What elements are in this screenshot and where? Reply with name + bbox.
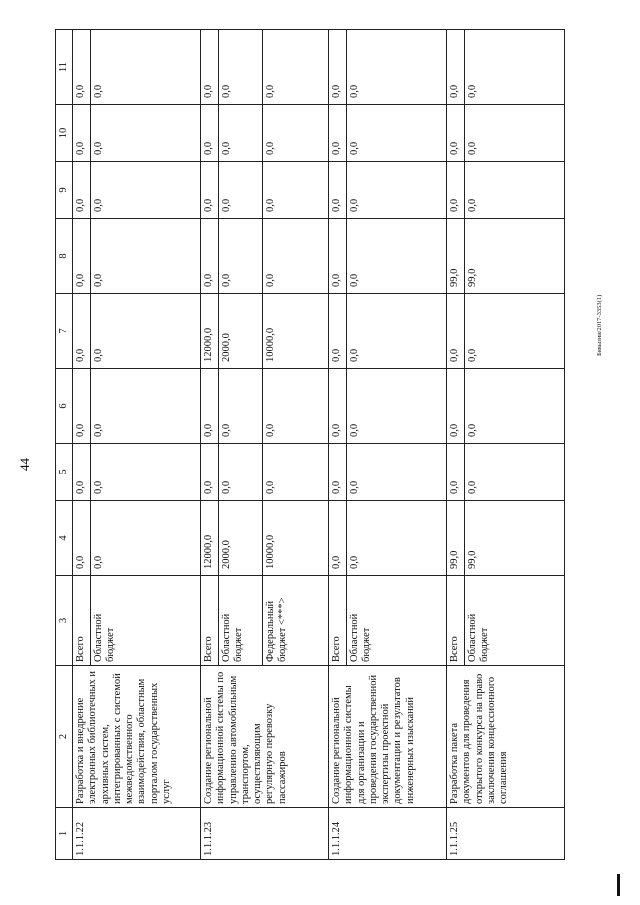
funding-source-label: Областной бюджет <box>347 576 447 666</box>
amount-cell: 12000,0 <box>201 501 219 576</box>
amount-cell: 0,0 <box>347 30 447 105</box>
amount-cell: 12000,0 <box>201 294 219 369</box>
amount-cell: 0,0 <box>329 162 347 219</box>
amount-cell: 0,0 <box>465 444 565 501</box>
amount-cell: 99,0 <box>447 501 465 576</box>
amount-cell: 0,0 <box>465 30 565 105</box>
column-number-header: 8 <box>56 219 73 294</box>
amount-cell: 0,0 <box>73 30 91 105</box>
amount-cell: 0,0 <box>329 369 347 444</box>
table-body <box>73 30 565 860</box>
row-description: Создание региональной информационной системы по управлению автомобильным транспортом, осуществляющим регулярную перевозку пассажиров <box>201 666 329 808</box>
amount-cell: 0,0 <box>73 105 91 162</box>
rotated-table-container <box>55 30 570 860</box>
amount-cell: 0,0 <box>73 219 91 294</box>
amount-cell: 0,0 <box>347 369 447 444</box>
table-header-row <box>56 30 73 860</box>
amount-cell: 0,0 <box>219 444 263 501</box>
amount-cell: 10000,0 <box>263 294 329 369</box>
table-row <box>329 30 347 860</box>
amount-cell: 0,0 <box>329 219 347 294</box>
amount-cell: 0,0 <box>347 105 447 162</box>
amount-cell: 10000,0 <box>263 501 329 576</box>
table-row <box>201 30 219 860</box>
amount-cell: 0,0 <box>201 105 219 162</box>
amount-cell: 0,0 <box>219 30 263 105</box>
amount-cell: 0,0 <box>201 219 219 294</box>
amount-cell: 0,0 <box>329 501 347 576</box>
amount-cell: 0,0 <box>447 444 465 501</box>
funding-source-label: Областной бюджет <box>91 576 201 666</box>
row-code: 1.1.1.24 <box>329 808 447 860</box>
amount-cell: 0,0 <box>347 444 447 501</box>
amount-cell: 0,0 <box>91 444 201 501</box>
amount-cell: 0,0 <box>465 369 565 444</box>
amount-cell: 0,0 <box>447 30 465 105</box>
table-row <box>73 30 91 860</box>
amount-cell: 0,0 <box>465 294 565 369</box>
amount-cell: 0,0 <box>347 294 447 369</box>
amount-cell: 0,0 <box>263 369 329 444</box>
funding-source-label: Всего <box>201 576 219 666</box>
amount-cell: 0,0 <box>201 369 219 444</box>
row-description: Создание региональной информационной системы для организации и проведения государственной экспертизы проектной документации и результатов инженерных изысканий <box>329 666 447 808</box>
amount-cell: 99,0 <box>465 219 565 294</box>
page-number: 44 <box>17 458 32 471</box>
amount-cell: 0,0 <box>447 369 465 444</box>
amount-cell: 0,0 <box>91 501 201 576</box>
amount-cell: 0,0 <box>263 105 329 162</box>
amount-cell: 0,0 <box>329 444 347 501</box>
column-number-header: 11 <box>56 30 73 105</box>
amount-cell: 0,0 <box>91 162 201 219</box>
row-code: 1.1.1.23 <box>201 808 329 860</box>
funding-source-label: Областной бюджет <box>465 576 565 666</box>
amount-cell: 0,0 <box>347 501 447 576</box>
row-code: 1.1.1.22 <box>73 808 201 860</box>
amount-cell: 0,0 <box>91 30 201 105</box>
budget-table <box>55 29 565 860</box>
column-number-header: 6 <box>56 369 73 444</box>
amount-cell: 2000,0 <box>219 501 263 576</box>
amount-cell: 0,0 <box>465 162 565 219</box>
amount-cell: 0,0 <box>73 162 91 219</box>
row-code: 1.1.1.25 <box>447 808 565 860</box>
amount-cell: 0,0 <box>263 162 329 219</box>
amount-cell: 0,0 <box>263 219 329 294</box>
amount-cell: 0,0 <box>329 294 347 369</box>
page-edge-mark <box>617 874 620 896</box>
column-number-header: 3 <box>56 576 73 666</box>
amount-cell: 0,0 <box>201 162 219 219</box>
amount-cell: 0,0 <box>329 30 347 105</box>
amount-cell: 0,0 <box>219 105 263 162</box>
amount-cell: 99,0 <box>465 501 565 576</box>
column-number-header: 5 <box>56 444 73 501</box>
column-number-header: 2 <box>56 666 73 808</box>
amount-cell: 0,0 <box>347 162 447 219</box>
amount-cell: 0,0 <box>201 444 219 501</box>
column-number-header: 9 <box>56 162 73 219</box>
amount-cell: 0,0 <box>91 105 201 162</box>
funding-source-label: Всего <box>73 576 91 666</box>
column-number-header: 1 <box>56 808 73 860</box>
amount-cell: 0,0 <box>263 30 329 105</box>
amount-cell: 0,0 <box>73 369 91 444</box>
amount-cell: 0,0 <box>91 219 201 294</box>
row-description: Разработка пакета документов для проведения открытого конкурса на право заключения концессионного соглашения <box>447 666 565 808</box>
amount-cell: 99,0 <box>447 219 465 294</box>
column-number-header: 4 <box>56 501 73 576</box>
funding-source-label: Всего <box>329 576 347 666</box>
funding-source-label: Всего <box>447 576 465 666</box>
amount-cell: 0,0 <box>447 294 465 369</box>
amount-cell: 0,0 <box>447 105 465 162</box>
amount-cell: 0,0 <box>347 219 447 294</box>
funding-source-label: Областной бюджет <box>219 576 263 666</box>
document-code: Бявызни/2017-3353(1) <box>596 294 603 356</box>
table-row <box>447 30 465 860</box>
amount-cell: 0,0 <box>447 162 465 219</box>
column-number-header: 10 <box>56 105 73 162</box>
amount-cell: 0,0 <box>91 369 201 444</box>
amount-cell: 0,0 <box>73 501 91 576</box>
amount-cell: 0,0 <box>73 294 91 369</box>
funding-source-label: Федеральный бюджет <***> <box>263 576 329 666</box>
amount-cell: 2000,0 <box>219 294 263 369</box>
amount-cell: 0,0 <box>219 369 263 444</box>
column-number-header: 7 <box>56 294 73 369</box>
amount-cell: 0,0 <box>329 105 347 162</box>
amount-cell: 0,0 <box>219 219 263 294</box>
amount-cell: 0,0 <box>91 294 201 369</box>
row-description: Разработка и внедрение электронных библиотечных и архивных систем, интегрированных с системой межведомственного взаимодействия, областным порталом государственных услуг <box>73 666 201 808</box>
amount-cell: 0,0 <box>465 105 565 162</box>
amount-cell: 0,0 <box>219 162 263 219</box>
amount-cell: 0,0 <box>263 444 329 501</box>
amount-cell: 0,0 <box>201 30 219 105</box>
amount-cell: 0,0 <box>73 444 91 501</box>
